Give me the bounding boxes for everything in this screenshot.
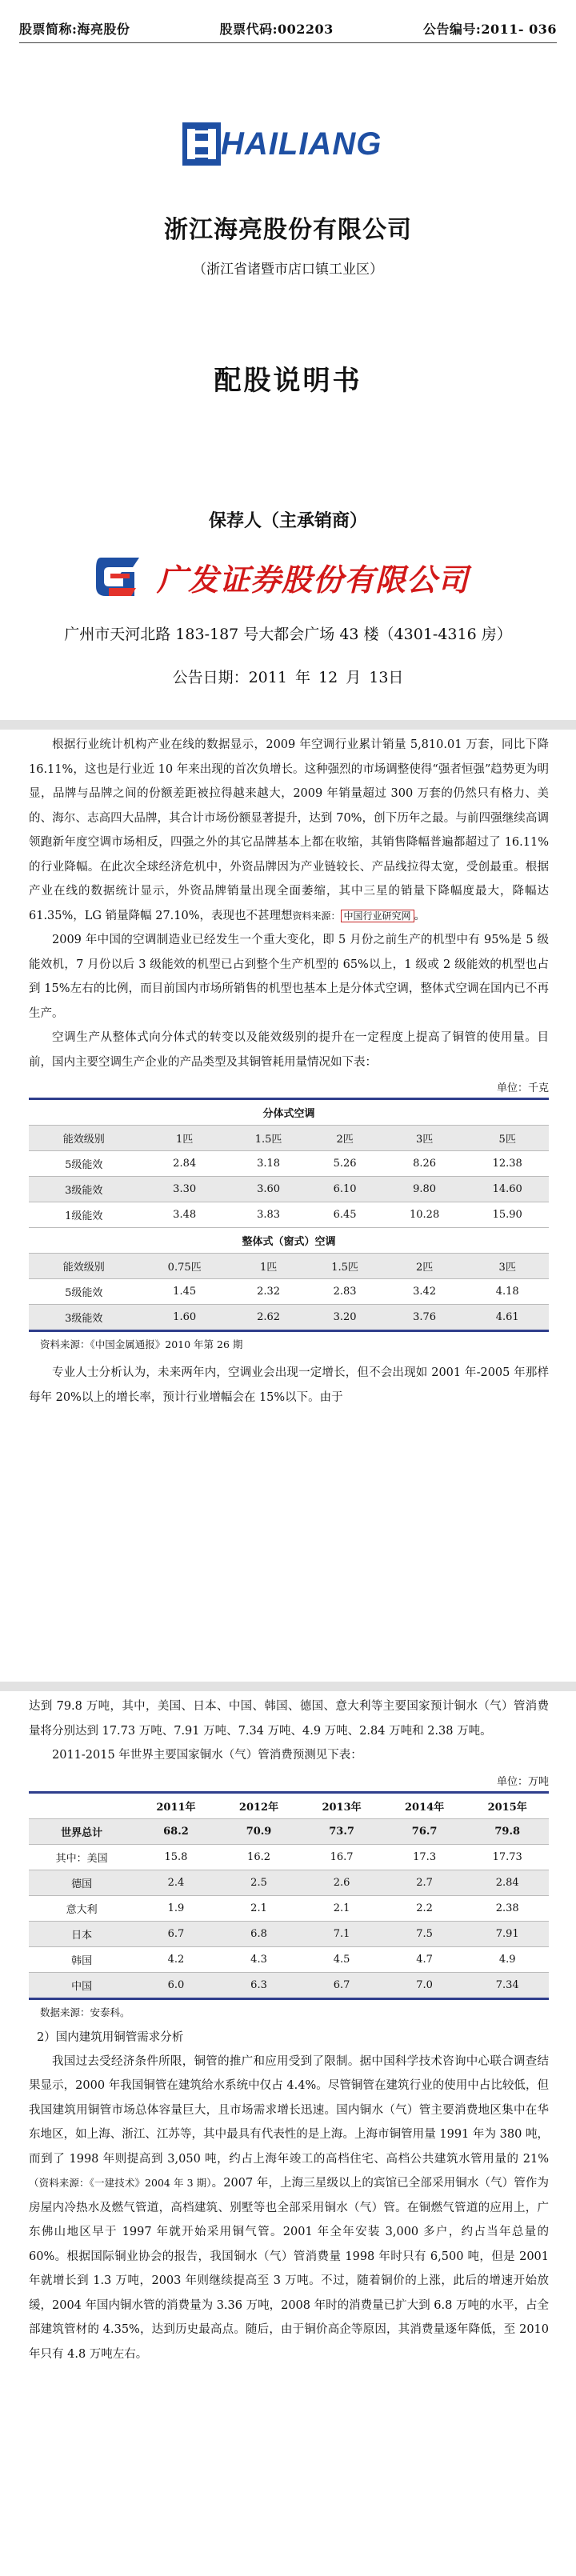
notice-number: 公告编号:2011- 036 [422,22,557,37]
table-cell: 7.34 [466,1972,549,1998]
table-cell: 能效级别 [29,1126,138,1151]
table-cell: 70.9 [218,1818,301,1844]
table-cell: 2.84 [138,1151,230,1177]
table-cell: 3.60 [230,1177,306,1202]
table-cell: 9.80 [383,1177,466,1202]
table-row [29,1202,549,1228]
table-cell: 日本 [29,1921,134,1946]
paragraph-country-consumption: 达到 79.8 万吨，其中，美国、日本、中国、韩国、德国、意大利等主要国家预计铜水（气）管消费量将分别达到 17.73 万吨、7.91 万吨、7.34 万吨、4.9 万吨、2.84 万吨和 2.38 万吨。 [29,1700,549,1738]
broker-name: 广发证券股份有限公司 [157,562,470,598]
table-cell: 15.90 [466,1202,549,1228]
table-cell: 6.45 [306,1202,382,1228]
document-title: 配股说明书 [214,365,362,397]
table-cell: 2.1 [218,1895,301,1921]
paragraph-text-cont: 。2007 年，上海三星级以上的宾馆已全部采用铜水（气）管作为房屋内冷热水及燃气管道，高档建筑、别墅等也全部采用铜水（气）管。在铜燃气管道的应用上，广东佛山地区早于 1997 年就开始采用铜气管。2001 年全年安装 3,000 多户，约占当年总量的 60%。根据国际铜业协会的报告，我国铜水（气）管消费量 1998 年时只有 6,500 吨，但是 2001 年就增长到 1.3 万吨，2003 年则继续提高至 3 万吨。不过，随着铜价的上涨，此后的增速开始放缓，2004 年国内铜水管的消费量为 3.36 万吨，2008 年时的消费量已扩大到 6.8 万吨的水平，占全部建筑管材的 4.35%，达到历史最高点。随后，由于铜价高企等原因，其消费量逐年降低，至 2010 年只有 4.8 万吨左右。 [29,2177,549,2361]
table-cell: 6.8 [218,1921,301,1946]
company-name: 浙江海亮股份有限公司 [164,216,412,244]
table-cell: 5匹 [466,1126,549,1151]
paragraph-air-conditioning-sales [29,733,549,928]
copper-usage-table [29,1098,549,1332]
document-header [19,19,557,43]
table-cell: 16.2 [218,1844,301,1870]
table-cell: 2.4 [134,1870,218,1895]
table-cell: 0.75匹 [138,1254,230,1279]
table-cell: 5级能效 [29,1151,138,1177]
stock-short-name: 股票简称:海亮股份 [19,22,130,37]
table-cell: 10.28 [383,1202,466,1228]
table-cell: 德国 [29,1870,134,1895]
table-cell: 7.5 [383,1921,466,1946]
table-cell: 3.30 [138,1177,230,1202]
table-group-title: 整体式（窗式）空调 [29,1228,549,1254]
sponsor-label: 保荐人（主承销商） [208,510,367,531]
table-cell: 意大利 [29,1895,134,1921]
table-cell: 4.7 [383,1946,466,1972]
table-cell: 4.5 [300,1946,383,1972]
source-highlight-box: 中国行业研究网 [341,910,414,922]
table-row [29,1177,549,1202]
table-cell: 3匹 [466,1254,549,1279]
window-header-row [29,1254,549,1279]
world-consumption-table [29,1791,549,2000]
table-cell: 能效级别 [29,1254,138,1279]
table-cell: 4.18 [466,1279,549,1305]
table-cell: 4.2 [134,1946,218,1972]
table-cell: 3匹 [383,1126,466,1151]
table-cell: 3.83 [230,1202,306,1228]
table2-unit: 单位：万吨 [496,1775,549,1788]
company-address: （浙江省诸暨市店口镇工业区） [193,262,383,278]
table-cell: 1.5匹 [230,1126,306,1151]
table-cell: 3.18 [230,1151,306,1177]
split-header-row [29,1126,549,1151]
table-cell: 12.38 [466,1151,549,1177]
table-row [29,1946,549,1972]
table-cell: 1级能效 [29,1202,138,1228]
table-cell: 4.3 [218,1946,301,1972]
section-divider [0,720,576,730]
table-row [29,1151,549,1177]
paragraph-efficiency-change: 2009 年中国的空调制造业已经发生一个重大变化，即 5 月份之前生产的机型中有 95%是 5 级能效机，7 月份以后 3 级能效的机型已占到整个生产机型的 65%以上，1 级或 2 级能效的机型也占到 15%左右的比例，而目前国内市场所销售的机型也基本上是分体式空调，整体式空调在国内已不再生产。 [29,934,549,1020]
table-cell: 16.7 [300,1844,383,1870]
table-cell: 2.1 [300,1895,383,1921]
hailiang-logo-text: HAILIANG [221,126,382,162]
table-cell: 2015年 [466,1792,549,1818]
table-cell: 17.73 [466,1844,549,1870]
table-cell: 2匹 [306,1126,382,1151]
table-row [29,1279,549,1305]
gf-securities-logo [94,549,478,605]
split-ac-title-row [29,1099,549,1126]
gf-emblem-icon [94,554,146,599]
hailiang-logo [182,120,387,168]
table-cell: 7.1 [300,1921,383,1946]
table-row [29,1972,549,1998]
table-cell: 6.7 [134,1921,218,1946]
window-ac-title-row [29,1228,549,1254]
table-cell: 1.5匹 [306,1254,382,1279]
table1-unit: 单位：千克 [496,1082,549,1094]
table1-source: 资料来源：《中国金属通报》2010 年第 26 期 [40,1338,243,1350]
inline-source: （资料来源：《一建技术》2004 年 3 期） [29,2177,212,2189]
table-cell: 其中：美国 [29,1844,134,1870]
world-total-row [29,1818,549,1844]
table-cell [29,1792,134,1818]
table-cell: 15.8 [134,1844,218,1870]
page-break-divider [0,1682,576,1691]
table-cell: 2.84 [466,1870,549,1895]
paragraph-copper-usage: 空调生产从整体式向分体式的转变以及能效级别的提升在一定程度上提高了铜管的使用量。目前，国内主要空调生产企业的产品类型及其铜管耗用量情况如下表： [29,1031,549,1069]
table-cell: 68.2 [134,1818,218,1844]
table-cell: 6.3 [218,1972,301,1998]
table-cell: 7.91 [466,1921,549,1946]
paragraph-forecast-intro: 2011-2015 年世界主要国家铜水（气）管消费预测见下表： [52,1749,362,1762]
table-cell: 5级能效 [29,1279,138,1305]
table-cell: 2.7 [383,1870,466,1895]
table-cell: 2.2 [383,1895,466,1921]
table-cell: 6.7 [300,1972,383,1998]
table-cell: 17.3 [383,1844,466,1870]
table-group-title: 分体式空调 [29,1099,549,1126]
domestic-demand-heading: 2）国内建筑用铜管需求分析 [37,2030,184,2044]
table-cell: 2.6 [300,1870,383,1895]
table-row [29,1870,549,1895]
paragraph-growth-outlook: 专业人士分析认为，未来两年内，空调业会出现一定增长，但不会出现如 2001 年-2005 年那样每年 20%以上的增长率，预计行业增幅会在 15%以下。由于 [29,1366,549,1404]
table2-header-row [29,1792,549,1818]
table-cell: 3级能效 [29,1177,138,1202]
world-demand-section [29,1694,549,2366]
table-cell: 3.20 [306,1305,382,1331]
table-cell: 2.5 [218,1870,301,1895]
table-cell: 2.38 [466,1895,549,1921]
table-cell: 79.8 [466,1818,549,1844]
table-cell: 1.9 [134,1895,218,1921]
table-cell: 6.10 [306,1177,382,1202]
paragraph-domestic-demand [29,2050,549,2367]
table-cell: 1匹 [138,1126,230,1151]
table-cell: 4.61 [466,1305,549,1331]
table-cell: 3级能效 [29,1305,138,1331]
table-row [29,1921,549,1946]
table-cell: 3.42 [383,1279,466,1305]
table-cell: 2匹 [383,1254,466,1279]
table-cell: 2.83 [306,1279,382,1305]
industry-analysis-section [29,733,549,1410]
table-row [29,1844,549,1870]
table-row [29,1895,549,1921]
table-cell: 3.48 [138,1202,230,1228]
table-cell: 2011年 [134,1792,218,1818]
table-cell: 2.32 [230,1279,306,1305]
table-cell: 2014年 [383,1792,466,1818]
table-cell: 中国 [29,1972,134,1998]
table-cell: 韩国 [29,1946,134,1972]
stock-code: 股票代码:002203 [219,22,334,37]
table-cell: 1.45 [138,1279,230,1305]
table-cell: 4.9 [466,1946,549,1972]
hailiang-h-icon [182,122,221,166]
table-cell: 73.7 [300,1818,383,1844]
paragraph-text: 根据行业统计机构产业在线的数据显示，2009 年空调行业累计销量 5,810.01 万套，同比下降 16.11%，这也是行业近 10 年来出现的首次负增长。这种强烈的市场调整使得“强者恒强”趋势更为明显，品牌与品牌之间的份额差距被拉得越来越大，2009 年销量超过 300 万套的仍然只有格力、美的、海尔、志高四大品牌，其合计市场份额显著提升，达到 70%，创下历年之最。与前四强继续高调领跑新年度空调市场相反，四强之外的其它品牌基本上都在收缩，其销售降幅普遍都超过了 16.11%的行业降幅。在此次全球经济危机中，外资品牌因为产业链较长、产品线拉得太宽，受创最重。根据产业在线的数据统计显示，外资品牌销量出现全面萎缩，其中三星的销量下降幅度最大，降幅达 61.35%，LG 销量降幅 27.10%，表现也不甚理想 [29,738,549,922]
table-cell: 6.0 [134,1972,218,1998]
table-row [29,1305,549,1331]
table-cell: 7.0 [383,1972,466,1998]
table-cell: 2012年 [218,1792,301,1818]
table-cell: 5.26 [306,1151,382,1177]
table-cell: 2013年 [300,1792,383,1818]
table-cell: 1.60 [138,1305,230,1331]
broker-address: 广州市天河北路 183-187 号大都会广场 43 楼（4301-4316 房） [64,626,512,643]
source-label: 资料来源： [292,910,341,922]
sentence-end: 。 [414,909,426,922]
announcement-date: 公告日期：2011 年 12 月 13日 [172,669,404,686]
table-cell: 2.62 [230,1305,306,1331]
table-cell: 3.76 [383,1305,466,1331]
table-cell: 世界总计 [29,1818,134,1844]
table-cell: 76.7 [383,1818,466,1844]
table2-source: 数据来源：安泰科。 [40,2006,130,2018]
table-cell: 8.26 [383,1151,466,1177]
table-cell: 14.60 [466,1177,549,1202]
paragraph-text: 我国过去受经济条件所限，铜管的推广和应用受到了限制。据中国科学技术咨询中心联合调查结果显示，2000 年我国铜管在建筑给水系统中仅占 4.4%。尽管铜管在建筑行业的使用中占比较低，但我国建筑用铜管市场总体容量巨大，且市场需求增长迅速。国内铜水（气）管主要消费地区集中在华东地区，如上海、浙江、江苏等，其中最具有代表性的是上海。上海市铜管用量 1991 年为 380 吨，而到了 1998 年则提高到 3,050 吨，约占上海年竣工的高档住宅、高档公共建筑水管用量的 21% [29,2054,549,2166]
table-cell: 1匹 [230,1254,306,1279]
